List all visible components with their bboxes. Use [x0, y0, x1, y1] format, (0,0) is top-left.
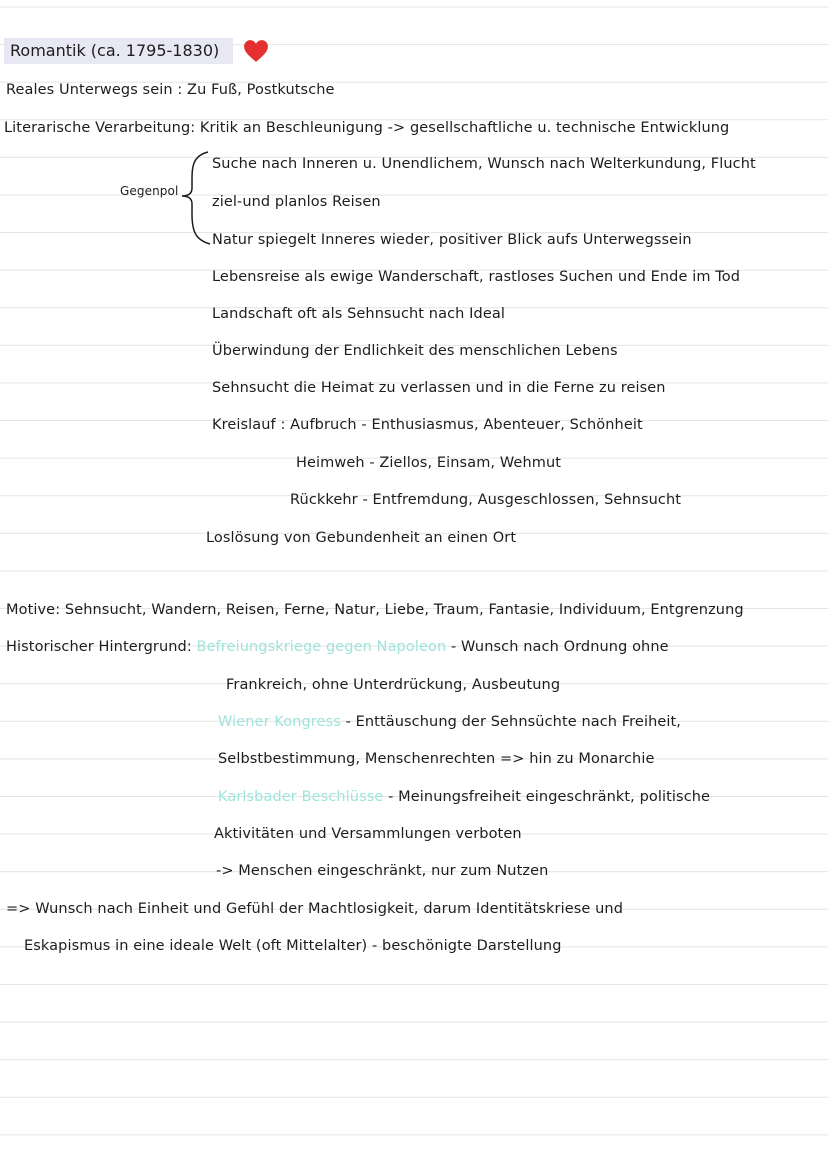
line-rueckkehr: Rückkehr - Entfremdung, Ausgeschlossen, Sehnsucht	[290, 492, 682, 508]
line-natur: Natur spiegelt Inneres wieder, positiver Blick aufs Unterwegssein	[212, 232, 692, 248]
line-literarische-verarbeitung: Literarische Verarbeitung: Kritik an Beschleunigung -> gesellschaftliche u. technische Entwicklung	[4, 120, 730, 136]
hist-label: Historischer Hintergrund:	[6, 639, 192, 655]
line-karlsbader	[218, 787, 710, 807]
line-losloesung: Loslösung von Gebundenheit an einen Ort	[206, 530, 517, 546]
line-suche: Suche nach Inneren u. Unendlichem, Wunsch nach Welterkundung, Flucht	[212, 156, 756, 172]
line-selbstbestimmung: Selbstbestimmung, Menschenrechten => hin zu Monarchie	[218, 751, 655, 767]
page-title: Romantik (ca. 1795-1830)	[4, 38, 233, 64]
line-eskapismus: Eskapismus in eine ideale Welt (oft Mittelalter) - beschönigte Darstellung	[24, 938, 562, 954]
hist-rest: - Wunsch nach Ordnung ohne	[446, 639, 669, 655]
line-lebensreise: Lebensreise als ewige Wanderschaft, rastloses Suchen und Ende im Tod	[212, 269, 741, 285]
heart-icon	[243, 39, 269, 63]
line-historischer-hintergrund	[6, 637, 669, 657]
title-row	[4, 37, 269, 64]
line-ziellos: ziel-und planlos Reisen	[212, 194, 381, 210]
highlight-wiener-kongress: Wiener Kongress	[218, 714, 341, 730]
brace-icon	[178, 148, 214, 248]
line-aktivitaeten: Aktivitäten und Versammlungen verboten	[214, 826, 522, 842]
wiener-kongress-rest: - Enttäuschung der Sehnsüchte nach Freiheit,	[340, 714, 682, 730]
line-motive: Motive: Sehnsucht, Wandern, Reisen, Ferne, Natur, Liebe, Traum, Fantasie, Individuum, Entgrenzung	[6, 602, 744, 618]
line-reales: Reales Unterwegs sein : Zu Fuß, Postkutsche	[6, 82, 335, 98]
line-frankreich: Frankreich, ohne Unterdrückung, Ausbeutung	[226, 677, 561, 693]
highlight-befreiungskriege: Befreiungskriege gegen Napoleon	[196, 639, 447, 655]
line-menschen: -> Menschen eingeschränkt, nur zum Nutzen	[216, 863, 549, 879]
line-wunsch-einheit: => Wunsch nach Einheit und Gefühl der Machtlosigkeit, darum Identitätskriese und	[6, 901, 623, 917]
line-ueberwindung: Überwindung der Endlichkeit des menschlichen Lebens	[212, 343, 618, 359]
line-sehnsucht: Sehnsucht die Heimat zu verlassen und in die Ferne zu reisen	[212, 380, 666, 396]
line-landschaft: Landschaft oft als Sehnsucht nach Ideal	[212, 306, 505, 322]
highlight-karlsbader-beschluesse: Karlsbader Beschlüsse	[218, 789, 384, 805]
line-wiener-kongress	[218, 712, 681, 732]
karlsbader-rest: - Meinungsfreiheit eingeschränkt, politische	[383, 789, 711, 805]
line-kreislauf: Kreislauf : Aufbruch - Enthusiasmus, Abenteuer, Schönheit	[212, 417, 643, 433]
line-gegenpol: Gegenpol	[120, 184, 179, 198]
line-heimweh: Heimweh - Ziellos, Einsam, Wehmut	[296, 455, 562, 471]
